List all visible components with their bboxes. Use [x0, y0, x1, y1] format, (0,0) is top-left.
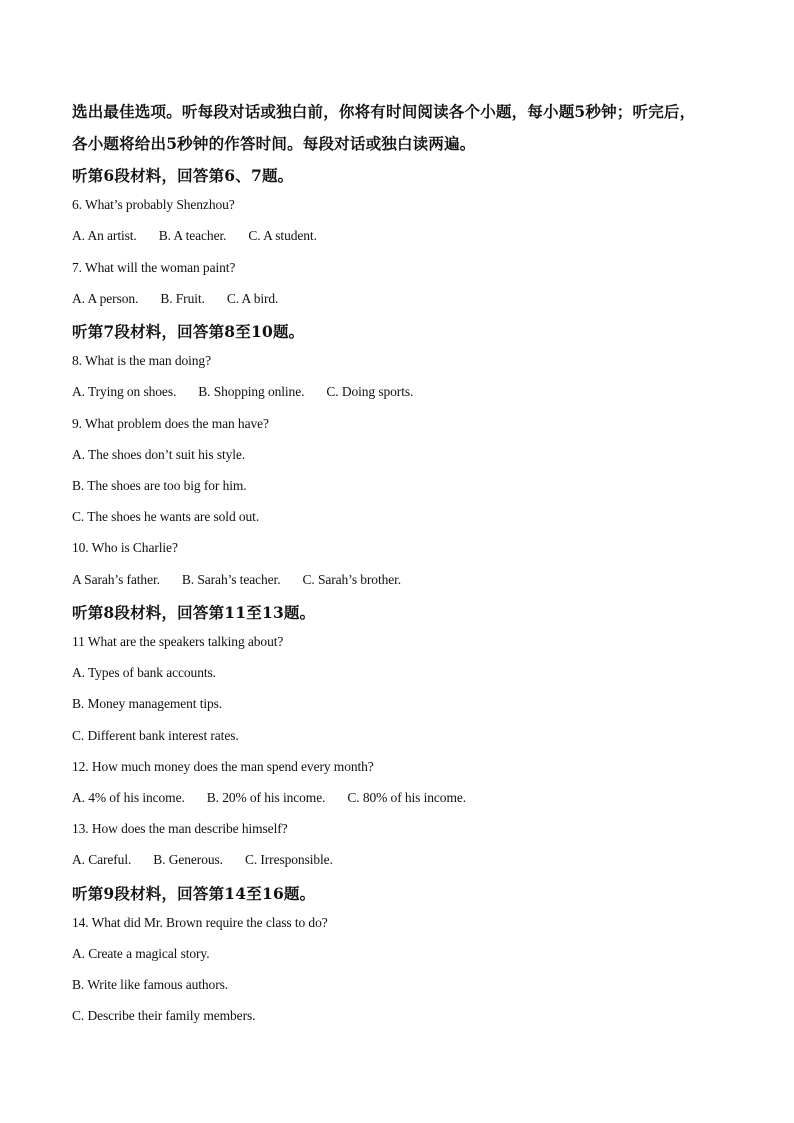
option-12c[interactable]: C. 80% of his income. [347, 790, 467, 805]
question-14: 14. What did Mr. Brown require the class to do? [72, 915, 328, 930]
option-13c[interactable]: C. Irresponsible. [244, 852, 333, 867]
option-7b[interactable]: B. Fruit. [160, 291, 205, 306]
option-10b[interactable]: B. Sarah’s teacher. [181, 572, 281, 587]
option-7a[interactable]: A. A person. [72, 291, 139, 306]
option-9b[interactable]: B. The shoes are too big for him. [72, 478, 247, 493]
question-11: 11 What are the speakers talking about? [72, 634, 284, 649]
option-9c[interactable]: C. The shoes he wants are sold out. [72, 509, 260, 524]
options-row-10 [72, 572, 401, 588]
option-12a[interactable]: A. 4% of his income. [72, 790, 185, 805]
option-14c[interactable]: C. Describe their family members. [72, 1008, 256, 1023]
option-14a[interactable]: A. Create a magical story. [72, 946, 210, 961]
options-row-13 [72, 852, 333, 868]
option-6b[interactable]: B. A teacher. [158, 228, 227, 243]
options-row-6 [72, 228, 317, 244]
section-heading-7: 听第7段材料，回答第8至10题。 [72, 322, 305, 341]
option-12b[interactable]: B. 20% of his income. [206, 790, 326, 805]
option-11c[interactable]: C. Different bank interest rates. [72, 728, 239, 743]
option-9a[interactable]: A. The shoes don’t suit his style. [72, 447, 246, 462]
instructions-line-1: 选出最佳选项。听每段对话或独白前，你将有时间阅读各个小题，每小题5秒钟；听完后， [72, 102, 696, 121]
options-row-7 [72, 291, 278, 307]
option-6c[interactable]: C. A student. [248, 228, 317, 243]
option-10a[interactable]: A Sarah’s father. [72, 572, 160, 587]
question-10: 10. Who is Charlie? [72, 540, 178, 555]
option-8b[interactable]: B. Shopping online. [198, 384, 305, 399]
option-6a[interactable]: A. An artist. [72, 228, 137, 243]
options-row-12 [72, 790, 466, 806]
option-14b[interactable]: B. Write like famous authors. [72, 977, 229, 992]
option-13b[interactable]: B. Generous. [153, 852, 223, 867]
option-11b[interactable]: B. Money management tips. [72, 696, 223, 711]
section-heading-9: 听第9段材料，回答第14至16题。 [72, 884, 316, 903]
question-6: 6. What’s probably Shenzhou? [72, 197, 235, 212]
question-7: 7. What will the woman paint? [72, 260, 236, 275]
option-11a[interactable]: A. Types of bank accounts. [72, 665, 216, 680]
question-8: 8. What is the man doing? [72, 353, 211, 368]
option-7c[interactable]: C. A bird. [226, 291, 279, 306]
instructions-line-2: 各小题将给出5秒钟的作答时间。每段对话或独白读两遍。 [72, 134, 476, 153]
section-heading-8: 听第8段材料，回答第11至13题。 [72, 603, 316, 622]
option-8a[interactable]: A. Trying on shoes. [72, 384, 177, 399]
section-heading-6: 听第6段材料，回答第6、7题。 [72, 166, 294, 185]
question-13: 13. How does the man describe himself? [72, 821, 288, 836]
options-row-8 [72, 384, 413, 400]
option-13a[interactable]: A. Careful. [72, 852, 132, 867]
question-12: 12. How much money does the man spend every month? [72, 759, 374, 774]
question-9: 9. What problem does the man have? [72, 416, 269, 431]
option-10c[interactable]: C. Sarah’s brother. [302, 572, 402, 587]
option-8c[interactable]: C. Doing sports. [326, 384, 414, 399]
